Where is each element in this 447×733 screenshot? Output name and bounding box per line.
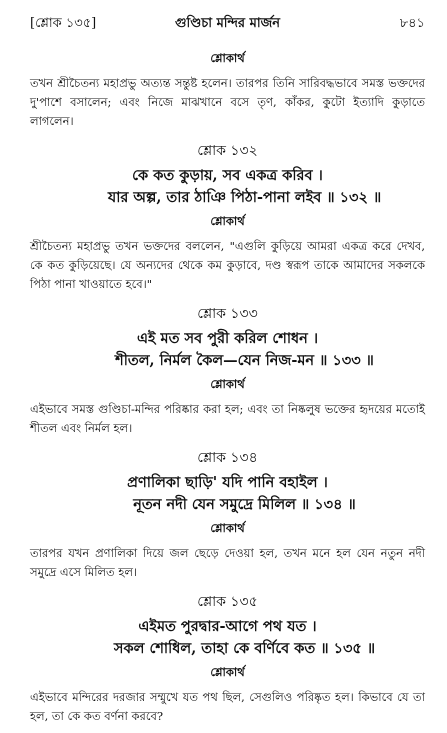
verse-line: শীতল, নির্মল কৈল—যেন নিজ-মন ॥ ১৩৩ ॥ [115, 352, 374, 369]
sloka-heading: শ্লোক ১৩৫ [197, 594, 258, 610]
page-content [30, 46, 425, 733]
page-number: ৮৪১ [399, 16, 425, 31]
sloka-heading: শ্লোক ১৩২ [197, 143, 258, 159]
translation-text: তখন শ্রীচৈতন্য মহাপ্রভু অত্যন্ত সন্তুষ্ট হলেন। তারপর তিনি সারিবদ্ধভাবে সমস্ত ভক্তদের দু'পাশে বসালেন; এবং নিজে মাঝখানে বসে তৃণ, কাঁকর, কুটো ইত্যাদি কুড়াতে লাগলেন। [30, 76, 425, 128]
verse-line: এইমত পুরদ্বার-আগে পথ যত । [138, 618, 317, 635]
translation-text: তারপর যখন প্রণালিকা দিয়ে জল ছেড়ে দেওয়া হল, তখন মনে হল যেন নতুন নদী সমুদ্রে এসে মিলিত হল। [30, 546, 425, 579]
verse-line: কে কত কুড়ায়, সব একত্র করিব । [132, 167, 323, 184]
translation-label: শ্লোকার্থ [210, 51, 245, 65]
translation-label: শ্লোকার্থ [210, 521, 245, 535]
verse-line: যার অল্প, তার ঠাঞি পিঠা-পানা লইব ॥ ১৩২ ॥ [107, 189, 382, 206]
header-verse-range: [শ্লোক ১৩৫] [30, 16, 97, 31]
sloka-heading: শ্লোক ১৩৪ [197, 450, 258, 466]
sloka-heading: শ্লোক ১৩৩ [197, 306, 258, 322]
verse-line: প্রণালিকা ছাড়ি' যদি পানি বহাইল । [127, 474, 328, 491]
translation-text: শ্রীচৈতন্য মহাপ্রভু তখন ভক্তদের বললেন, "এগুলি কুড়িয়ে আমরা একত্র করে দেখব, কে কত কুড়িয়েছে। যে অন্যদের থেকে কম কুড়াবে, দণ্ড স্বরূপ তাকে আমাদের সকলকে পিঠা পানা খাওয়াতে হবে।" [30, 239, 425, 291]
header-chapter-title: গুণ্ডিচা মন্দির মার্জন [174, 16, 280, 31]
translation-text: এইভাবে সমস্ত গুণ্ডিচা-মন্দির পরিষ্কার করা হল; এবং তা নিষ্কলুষ ভক্তের হৃদয়ের মতোই শীতল এবং নির্মল হল। [30, 402, 425, 435]
translation-text: এইভাবে মন্দিরের দরজার সম্মুখে যত পথ ছিল, সেগুলিও পরিষ্কৃত হল। কিভাবে যে তা হল, তা কে কত বর্ণনা করবে? [30, 690, 425, 723]
page-header [30, 14, 425, 34]
translation-label: শ্লোকার্থ [210, 377, 245, 391]
verse-line: সকল শোধিল, তাহা কে বর্ণিবে কত ॥ ১৩৫ ॥ [113, 640, 376, 657]
translation-label: শ্লোকার্থ [210, 665, 245, 679]
verse-line: এই মত সব পুরী করিল শোধন । [136, 330, 319, 347]
translation-label: শ্লোকার্থ [210, 214, 245, 228]
verse-line: নূতন নদী যেন সমুদ্রে মিলিল ॥ ১৩৪ ॥ [133, 496, 356, 513]
